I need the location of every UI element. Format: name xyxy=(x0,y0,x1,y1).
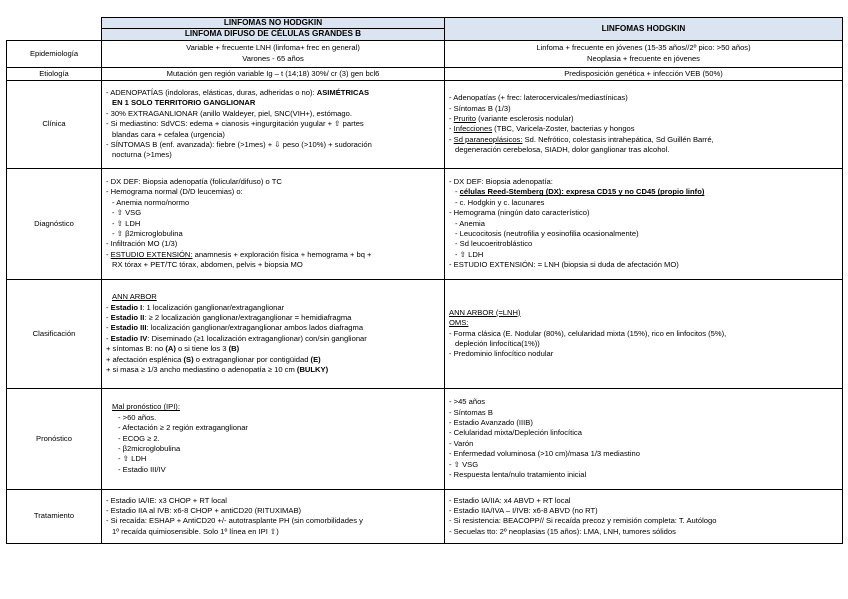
clasificacion-h-cell xyxy=(445,279,843,388)
clinica-h-text: (variante esclerosis nodular) xyxy=(476,113,574,123)
diagnostico-h-line: - Leucocitosis (neutrofilia y eosinofilia ocasionalmente) xyxy=(455,229,639,239)
clinica-h-line: - Prurito (variante esclerosis nodular) xyxy=(449,113,574,123)
clasificacion-nh-line: - Estadio III: localización ganglionar/extraganglionar ambos lados diafragma xyxy=(106,323,364,333)
clinica-h-cell xyxy=(445,80,843,168)
row-label-clasificacion: Clasificación xyxy=(7,279,102,388)
diagnostico-h-line: - c. Hodgkin y c. lacunares xyxy=(455,197,545,207)
clinica-nh-line xyxy=(106,88,440,98)
clasificacion-nh-line xyxy=(106,365,440,375)
clinica-h-line: - Infecciones (TBC, Varicela-Zoster, bacterias y hongos xyxy=(449,124,635,134)
modifier-text: + síntomas B: no xyxy=(106,344,166,354)
clinica-nh-text: - ADENOPATÍAS (indoloras, elásticas, duras, adheridas o no): xyxy=(106,87,317,97)
pronostico-nh-cell xyxy=(102,388,445,489)
pronostico-nh-title: Mal pronóstico (IPI): xyxy=(112,402,180,412)
modifier-bold: (BULKY) xyxy=(296,365,329,375)
modifier-bold: (A) xyxy=(165,344,176,354)
tratamiento-h-line: - Estadio IA/IIA: x4 ABVD + RT local xyxy=(449,495,571,505)
pronostico-nh-item: - Afectación ≥ 2 región extraganglionar xyxy=(118,423,248,433)
clasificacion-nh-line: - Estadio II: ≥ 2 localización ganglionar/extraganglionar = hemidiafragma xyxy=(106,313,352,322)
pronostico-nh-item: - ⇧ LDH xyxy=(118,454,147,464)
modifier-text: + afectación esplénica xyxy=(106,354,184,364)
epidemiologia-h-line: Linfoma + frecuente en jóvenes (15-35 años//2º pico: >50 años) xyxy=(536,43,751,53)
tratamiento-h-line: - Estadio IIA/IVA – I/IVB: x6-8 ABVD (no RT) xyxy=(449,505,598,515)
tratamiento-nh-line: - Estadio IIA al IVB: x6-8 CHOP + antiCD20 (RITUXIMAB) xyxy=(106,505,302,515)
epidemiologia-nh-cell xyxy=(102,40,445,67)
diagnostico-h-line: - DX DEF: Biopsia adenopatía: xyxy=(449,176,553,186)
row-label-tratamiento: Tratamiento xyxy=(7,489,102,543)
clasificacion-h-line: - Forma clásica (E. Nodular (80%), celularidad mixta (15%), rico en linfocitos (5%), xyxy=(449,328,727,338)
clinica-nh-bold: ASIMÉTRICAS xyxy=(316,87,370,97)
stage-label: Estadio II xyxy=(110,313,145,322)
clasificacion-nh-line xyxy=(106,344,440,354)
clinica-h-line: - Síntomas B (1/3) xyxy=(449,103,511,113)
diagnostico-h-cell xyxy=(445,168,843,279)
corner-cell xyxy=(7,18,102,41)
diagnostico-nh-line: - Anemia normo/normo xyxy=(112,197,190,207)
tratamiento-nh-line: 1º recaída quimiosensible. Solo 1º línea en IPI ⇧) xyxy=(112,526,279,536)
clinica-nh-line: blandas cara + cefalea (urgencia) xyxy=(112,129,225,139)
row-label-epidemiologia: Epidemiología xyxy=(7,40,102,67)
etiologia-nh-cell: Mutación gen región variable Ig – t (14;18) 30%/ cr (3) gen bcl6 xyxy=(102,67,445,80)
diagnostico-nh-line: - DX DEF: Biopsia adenopatía (folicular/difuso) o TC xyxy=(106,176,282,186)
diagnostico-nh-underlined: ESTUDIO EXTENSIÓN: xyxy=(110,249,193,259)
tratamiento-h-line: - Secuelas tto: 2º neoplasias (15 años): LMA, LNH, tumores sólidos xyxy=(449,526,676,536)
diagnostico-nh-line: RX tórax + PET/TC tórax, abdomen, pelvis + biopsia MO xyxy=(112,260,303,270)
tratamiento-nh-line: - Si recaída: ESHAP + AntiCD20 +/- autotrasplante PH (sin comorbilidades y xyxy=(106,516,363,526)
clinica-nh-line: - 30% EXTRAGANLIONAR (anillo Waldeyer, piel, SNC(VIH+), estómago. xyxy=(106,108,352,118)
clinica-nh-line: EN 1 SOLO TERRITORIO GANGLIONAR xyxy=(112,98,256,108)
diagnostico-nh-line: - ⇧ LDH xyxy=(112,218,141,228)
epidemiologia-nh-line: Variable + frecuente LNH (linfoma+ frec en general) xyxy=(186,43,360,53)
header-nh-title: LINFOMAS NO HODGKIN xyxy=(102,18,445,29)
header-nh-subtitle: LINFOMA DIFUSO DE CÉLULAS GRANDES B xyxy=(102,29,445,40)
pronostico-h-item: - >45 años xyxy=(449,397,486,407)
modifier-bold: (B) xyxy=(228,344,240,354)
clinica-h-text: Sd. Nefrótico, colestasis intrahepática, Sd Guillén Barré, xyxy=(522,134,714,144)
modifier-text: o si tiene los 3 xyxy=(175,344,229,354)
pronostico-nh-item: - β2microglobulina xyxy=(118,444,181,454)
pronostico-nh-item: - >60 años. xyxy=(118,412,157,422)
diagnostico-nh-line: - Infiltración MO (1/3) xyxy=(106,239,178,249)
diagnostico-nh-cell xyxy=(102,168,445,279)
pronostico-nh-item: - ECOG ≥ 2. xyxy=(118,433,160,443)
clinica-h-line: - Adenopatías (+ frec: laterocervicales/mediastínicas) xyxy=(449,93,628,103)
diagnostico-nh-line: - ⇧ β2microglobulina xyxy=(112,229,183,239)
clasificacion-nh-line xyxy=(106,355,440,365)
diagnostico-h-line: - Sd leucoeritroblástico xyxy=(455,239,533,249)
stage-text: : ≥ 2 localización ganglionar/extraganglionar = hemidiafragma xyxy=(144,313,352,322)
tratamiento-nh-cell xyxy=(102,489,445,543)
row-label-diagnostico: Diagnóstico xyxy=(7,168,102,279)
modifier-bold: (E) xyxy=(310,354,321,364)
stage-label: Estadio IV xyxy=(110,333,148,343)
clinica-h-text: (TBC, Varicela-Zoster, bacterias y hongos xyxy=(492,124,635,134)
stage-text: : localización ganglionar/extraganglionar ambos lados diafragma xyxy=(146,323,364,333)
tratamiento-nh-line: - Estadio IA/IE: x3 CHOP + RT local xyxy=(106,495,227,505)
diagnostico-h-line: - Hemograma (ningún dato característico) xyxy=(449,208,590,218)
clinica-nh-line: - SÍNTOMAS B (enf. avanzada): fiebre (>1mes) + ⇩ peso (>10%) + sudoración xyxy=(106,139,372,149)
modifier-text: o extraganglionar por contigüidad xyxy=(193,354,311,364)
diagnostico-h-line: - ⇧ LDH xyxy=(455,249,484,259)
pronostico-h-item: - Síntomas B xyxy=(449,407,493,417)
lymphoma-comparison-table xyxy=(6,17,843,544)
etiologia-h-cell: Predisposición genética + infección VEB (50%) xyxy=(445,67,843,80)
pronostico-h-item: - Celularidad mixta/Depleción linfocítica xyxy=(449,428,582,438)
clasificacion-h-oms: OMS: xyxy=(449,318,469,328)
diagnostico-nh-line: - ESTUDIO EXTENSIÓN: anamnesis + exploración física + hemograma + bq + xyxy=(106,249,372,259)
clasificacion-nh-title: ANN ARBOR xyxy=(112,292,157,302)
clasificacion-h-line: - Predominio linfocítico nodular xyxy=(449,349,554,359)
clinica-h-underlined: Infecciones xyxy=(453,124,493,134)
diagnostico-h-line: - células Reed-Stemberg (DX): expresa CD15 y no CD45 (propio linfo) xyxy=(455,187,705,197)
clinica-h-underlined: Prurito xyxy=(453,113,477,123)
clinica-h-underlined: Sd paraneoplásicos: xyxy=(453,134,523,144)
clinica-nh-cell xyxy=(102,80,445,168)
clinica-h-line: degeneración cerebelosa, SIADH, dolor ganglionar tras alcohol. xyxy=(455,145,670,155)
modifier-bold: (S) xyxy=(183,354,194,364)
epidemiologia-h-line: Neoplasia + frecuente en jóvenes xyxy=(587,53,700,63)
diagnostico-nh-line: - ⇧ VSG xyxy=(112,208,142,218)
clinica-nh-line: nocturna (>1mes) xyxy=(112,150,172,160)
diagnostico-h-bold: células Reed-Stemberg (DX): expresa CD15 y no CD45 (propio linfo) xyxy=(459,187,705,197)
pronostico-h-item: - ⇧ VSG xyxy=(449,459,479,469)
tratamiento-h-line: - Si resistencia: BEACOPP// Si recaída precoz y remisión completa: T. Autólogo xyxy=(449,516,717,526)
stage-text: : 1 localización ganglionar/extraganglionar xyxy=(142,302,285,312)
stage-label: Estadio III xyxy=(110,323,147,333)
clinica-nh-line: - Si mediastino: SdVCS: edema + cianosis +ingurgitación yugular + ⇧ partes xyxy=(106,119,364,129)
pronostico-h-item: - Varón xyxy=(449,438,474,448)
clasificacion-nh-line: - Estadio I: 1 localización ganglionar/extraganglionar xyxy=(106,302,285,312)
row-label-clinica: Clínica xyxy=(7,80,102,168)
clinica-h-line: - Sd paraneoplásicos: Sd. Nefrótico, colestasis intrahepática, Sd Guillén Barré, xyxy=(449,134,714,144)
tratamiento-h-cell xyxy=(445,489,843,543)
header-h-title: LINFOMAS HODGKIN xyxy=(445,18,843,41)
pronostico-h-item: - Enfermedad voluminosa (>10 cm)/masa 1/3 mediastino xyxy=(449,449,640,459)
diagnostico-nh-line: - Hemograma normal (D/D leucemias) o: xyxy=(106,187,243,197)
diagnostico-nh-text: anamnesis + exploración física + hemograma + bq + xyxy=(192,249,372,259)
row-label-etiologia: Etiología xyxy=(7,67,102,80)
stage-label: Estadio I xyxy=(110,302,143,312)
row-label-pronostico: Pronóstico xyxy=(7,388,102,489)
diagnostico-h-line: - Anemia xyxy=(455,218,485,228)
pronostico-h-item: - Respuesta lenta/nulo tratamiento inicial xyxy=(449,470,587,480)
pronostico-h-cell xyxy=(445,388,843,489)
modifier-text: + si masa ≥ 1/3 ancho mediastino o adenopatía ≥ 10 cm xyxy=(106,365,297,375)
epidemiologia-nh-line: Varones - 65 años xyxy=(242,53,304,63)
clasificacion-h-line: depleción linfocítica(1%)) xyxy=(455,339,540,349)
pronostico-nh-item: - Estadio III/IV xyxy=(118,464,166,474)
epidemiologia-h-cell xyxy=(445,40,843,67)
clasificacion-h-title: ANN ARBOR (=LNH) xyxy=(449,307,521,317)
clasificacion-nh-cell xyxy=(102,279,445,388)
clasificacion-nh-line: - Estadio IV: Diseminado (≥1 localización extraganglionar) con/sin ganglionar xyxy=(106,333,367,343)
pronostico-h-item: - Estadio Avanzado (IIIB) xyxy=(449,418,533,427)
diagnostico-h-line: - ESTUDIO EXTENSIÓN: = LNH (biopsia si duda de afectación MO) xyxy=(449,260,679,270)
stage-text: : Diseminado (≥1 localización extraganglionar) con/sin ganglionar xyxy=(147,333,367,343)
